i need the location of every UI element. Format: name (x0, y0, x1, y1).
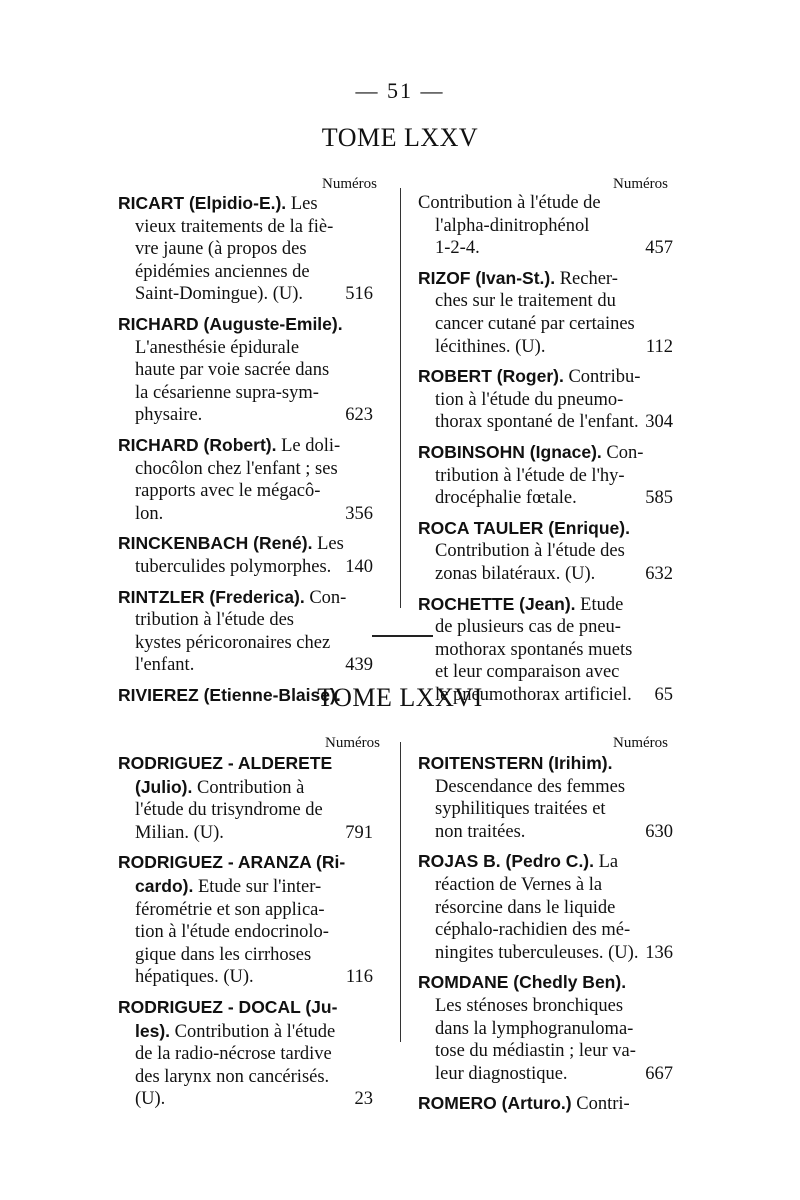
entry-text: ningites tuberculeuses. (U). (435, 942, 639, 963)
entry-text: épidémies anciennes de (135, 261, 310, 282)
entry-text: et leur comparaison avec (435, 662, 620, 683)
entry-text: Contribution à l'étude (170, 1021, 336, 1042)
entry-text: 1-2-4. (435, 238, 480, 259)
index-entry (118, 851, 373, 989)
section-title: TOME LXXVI (317, 683, 483, 712)
entry-line: lon. 356 (135, 503, 373, 524)
index-entry (118, 313, 373, 427)
entry-line (418, 1092, 673, 1116)
entry-line (118, 944, 373, 967)
index-entry (118, 434, 373, 525)
entry-line (418, 465, 673, 488)
entry-text: Recher- (555, 268, 618, 289)
entry-text: céphalo-rachidien des mé- (435, 920, 631, 941)
author-name: ROJAS B. (Pedro C.). (418, 851, 594, 872)
entry-line (118, 996, 373, 1020)
index-entry (118, 192, 373, 306)
entry-line (418, 540, 673, 563)
entry-line (118, 632, 373, 655)
entry-line (418, 897, 673, 920)
entry-text: chocôlon chez l'enfant ; ses (135, 458, 338, 479)
entry-text: Etude (575, 594, 624, 615)
entry-line (418, 639, 673, 662)
entry-line (418, 850, 673, 874)
entry-text: férométrie et son applica- (135, 899, 325, 920)
entry-text: (U). (135, 1089, 166, 1110)
entry-text: Contribution à l'étude de (418, 193, 601, 213)
entry-line (118, 899, 373, 922)
entry-text: dans la lymphogranuloma- (435, 1018, 634, 1039)
entry-line (118, 851, 373, 875)
entry-text: de la radio-nécrose tardive (135, 1044, 332, 1065)
entry-text: tion à l'étude du pneumo- (435, 389, 624, 410)
entry-text: Con- (304, 587, 347, 608)
entry-text: La (594, 852, 619, 873)
entry-text: cancer cutané par certaines (435, 313, 635, 334)
entry-text: tion à l'étude endocrinolo- (135, 922, 329, 943)
entry-text: drocéphalie fœtale. (435, 488, 577, 509)
index-entry (418, 752, 673, 843)
entry-text: haute par voie sacrée dans (135, 360, 330, 381)
entry-text: Les (286, 194, 318, 214)
entry-line (118, 1066, 373, 1089)
author-name: RINCKENBACH (René). (118, 533, 313, 554)
entry-text: l'enfant. (135, 655, 195, 676)
entry-line (118, 921, 373, 944)
author-name: RODRIGUEZ - ARANZA (Ri- (118, 852, 346, 873)
entry-line (418, 290, 673, 313)
entry-line (118, 875, 373, 899)
entry-text: mothorax spontanés muets (435, 639, 633, 660)
entry-text: Descendance des femmes (435, 776, 626, 797)
entry-text: tose du médiastin ; leur va- (435, 1041, 636, 1062)
entry-line (418, 313, 673, 336)
entry-text: Milian. (U). (135, 822, 224, 843)
entry-line: le pneumothorax artificiel. 65 (435, 684, 673, 705)
entry-line (118, 458, 373, 481)
entry-text: Contribution à l'étude des (435, 541, 625, 562)
entry-text: Contri- (571, 1094, 630, 1115)
entry-line (118, 1020, 373, 1044)
entry-line (418, 798, 673, 821)
entry-text: réaction de Vernes à la (435, 874, 603, 895)
entry-text: résorcine dans le liquide (435, 897, 616, 918)
entry-text: Contribution à (192, 777, 305, 798)
entry-line (418, 995, 673, 1018)
entry-line (118, 752, 373, 776)
entry-line (118, 609, 373, 632)
author-name: RICHARD (Robert). (118, 434, 277, 455)
entry-text: la césarienne supra-sym- (135, 382, 319, 403)
entry-line: (U). 23 (135, 1089, 373, 1110)
entry-line (118, 337, 373, 360)
entry-line (118, 532, 373, 556)
entry-text: l'alpha-dinitrophénol (435, 215, 590, 236)
entry-line: l'enfant. 439 (135, 655, 373, 676)
entry-line: ningites tuberculeuses. (U). 136 (435, 942, 673, 963)
entry-text: physaire. (135, 405, 203, 426)
entry-text: l'étude du trisyndrome de (135, 800, 323, 821)
section-title: TOME LXXV (321, 123, 479, 152)
entry-line (418, 616, 673, 639)
index-entry (418, 850, 673, 964)
entry-line (418, 192, 673, 215)
entry-line: lécithines. (U). 112 (435, 336, 673, 357)
entry-line (418, 389, 673, 412)
entry-text: syphilitiques traitées et (435, 799, 606, 820)
entry-line (418, 752, 673, 776)
entry-text: lécithines. (U). (435, 336, 546, 357)
right-column-header: Numéros (613, 176, 668, 192)
author-name: ROITENSTERN (Irihim). (418, 753, 613, 773)
index-entry (418, 267, 673, 358)
author-name: RICHARD (Auguste-Emile). (118, 313, 343, 334)
right-column (418, 752, 673, 1123)
index-entry (118, 752, 373, 844)
entry-text: vieux traitements de la fiè- (135, 216, 334, 237)
index-entry (418, 1092, 673, 1116)
left-column-header: Numéros (325, 735, 380, 751)
author-name: cardo). (135, 875, 194, 896)
entry-text: de plusieurs cas de pneu- (435, 617, 621, 638)
column-divider (400, 188, 401, 608)
entry-line (418, 874, 673, 897)
entry-line (118, 776, 373, 800)
author-name: ROBERT (Roger). (418, 366, 564, 387)
entry-text: des larynx non cancérisés. (135, 1066, 330, 1087)
entry-line (418, 919, 673, 942)
entry-line (118, 313, 373, 337)
entry-text: leur diagnostique. (435, 1063, 568, 1084)
entry-line: Milian. (U). 791 (135, 822, 373, 843)
entry-text: non traitées. (435, 821, 526, 842)
entry-text: kystes péricoronaires chez (135, 632, 331, 653)
right-column-header: Numéros (613, 735, 668, 751)
entry-line (418, 1040, 673, 1063)
index-entry (418, 441, 673, 510)
author-name: RICART (Elpidio-E.). (118, 193, 287, 213)
section-separator (372, 635, 433, 637)
entry-line (118, 480, 373, 503)
entry-line: non traitées. 630 (435, 821, 673, 842)
entry-text: Contribu- (563, 367, 641, 388)
entry-line (118, 192, 373, 216)
entry-text: Con- (601, 442, 644, 463)
entry-line (418, 215, 673, 238)
author-name: RODRIGUEZ - ALDERETE (118, 753, 333, 773)
entry-line (418, 971, 673, 995)
entry-line: hépatiques. (U). 116 (135, 967, 373, 988)
entry-line (418, 776, 673, 799)
entry-text: Etude sur l'inter- (193, 876, 322, 897)
author-name: (Julio). (135, 776, 193, 797)
entry-line (118, 382, 373, 405)
entry-text: vre jaune (à propos des (135, 239, 307, 260)
index-entry (418, 971, 673, 1085)
entry-text: L'anesthésie épidurale (135, 337, 300, 358)
entry-text: ches sur le traitement du (435, 291, 616, 312)
entry-line (118, 586, 373, 610)
entry-line (118, 1043, 373, 1066)
left-column-header: Numéros (322, 176, 377, 192)
entry-line (418, 593, 673, 617)
entry-text: thorax spontané de l'enfant. (435, 412, 639, 433)
entry-text: Les sténoses bronchiques (435, 995, 624, 1016)
author-name: RIZOF (Ivan-St.). (418, 267, 556, 288)
index-entry (418, 517, 673, 586)
entry-text: Le doli- (276, 435, 341, 456)
entry-line: zonas bilatéraux. (U). 632 (435, 563, 673, 584)
page-number: — 51 — (355, 78, 445, 103)
entry-line (118, 261, 373, 284)
entry-line (118, 359, 373, 382)
index-entry (118, 532, 373, 578)
right-column (418, 192, 673, 713)
entry-line: 1-2-4. 457 (435, 238, 673, 259)
entry-line (118, 799, 373, 822)
entry-text: lon. (135, 503, 164, 524)
entry-line: tuberculides polymorphes. 140 (135, 556, 373, 577)
entry-text: hépatiques. (U). (135, 967, 254, 988)
index-entry (418, 365, 673, 434)
author-name: RIVIEREZ (Etienne-Blaise). (118, 684, 341, 705)
entry-text: tuberculides polymorphes. (135, 556, 332, 577)
left-column (118, 752, 373, 1118)
entry-text: tribution à l'étude de l'hy- (435, 465, 625, 486)
entry-line (418, 441, 673, 465)
column-divider (400, 742, 401, 1042)
author-name: ROMERO (Arturo.) (418, 1093, 572, 1114)
entry-line: thorax spontané de l'enfant. 304 (435, 412, 673, 433)
entry-line (418, 517, 673, 541)
entry-line (118, 216, 373, 239)
entry-line (418, 1018, 673, 1041)
entry-text: zonas bilatéraux. (U). (435, 563, 596, 584)
entry-line: leur diagnostique. 667 (435, 1063, 673, 1084)
entry-line (118, 238, 373, 261)
left-column (118, 192, 373, 714)
index-entry (118, 996, 373, 1111)
entry-line (418, 661, 673, 684)
entry-text: tribution à l'étude des (135, 610, 295, 631)
author-name: RINTZLER (Frederica). (118, 586, 305, 607)
entry-line (418, 365, 673, 389)
author-name: ROCHETTE (Jean). (418, 593, 576, 614)
author-name: ROBINSOHN (Ignace). (418, 441, 602, 462)
author-name: les). (135, 1020, 171, 1041)
entry-text: rapports avec le mégacô- (135, 481, 321, 502)
entry-text: Saint-Domingue). (U). (135, 284, 304, 305)
entry-line (418, 267, 673, 291)
entry-line: drocéphalie fœtale. 585 (435, 488, 673, 509)
index-entry (118, 586, 373, 677)
entry-line (118, 434, 373, 458)
author-name: ROMDANE (Chedly Ben). (418, 972, 627, 993)
author-name: RODRIGUEZ - DOCAL (Ju- (118, 996, 338, 1017)
entry-line: physaire. 623 (135, 405, 373, 426)
entry-text: le pneumothorax artificiel. (435, 684, 632, 705)
index-entry (418, 192, 673, 260)
entry-text: Les (312, 534, 344, 555)
entry-text: gique dans les cirrhoses (135, 944, 312, 965)
author-name: ROCA TAULER (Enrique). (418, 517, 630, 538)
entry-line: Saint-Domingue). (U). 516 (135, 284, 373, 305)
